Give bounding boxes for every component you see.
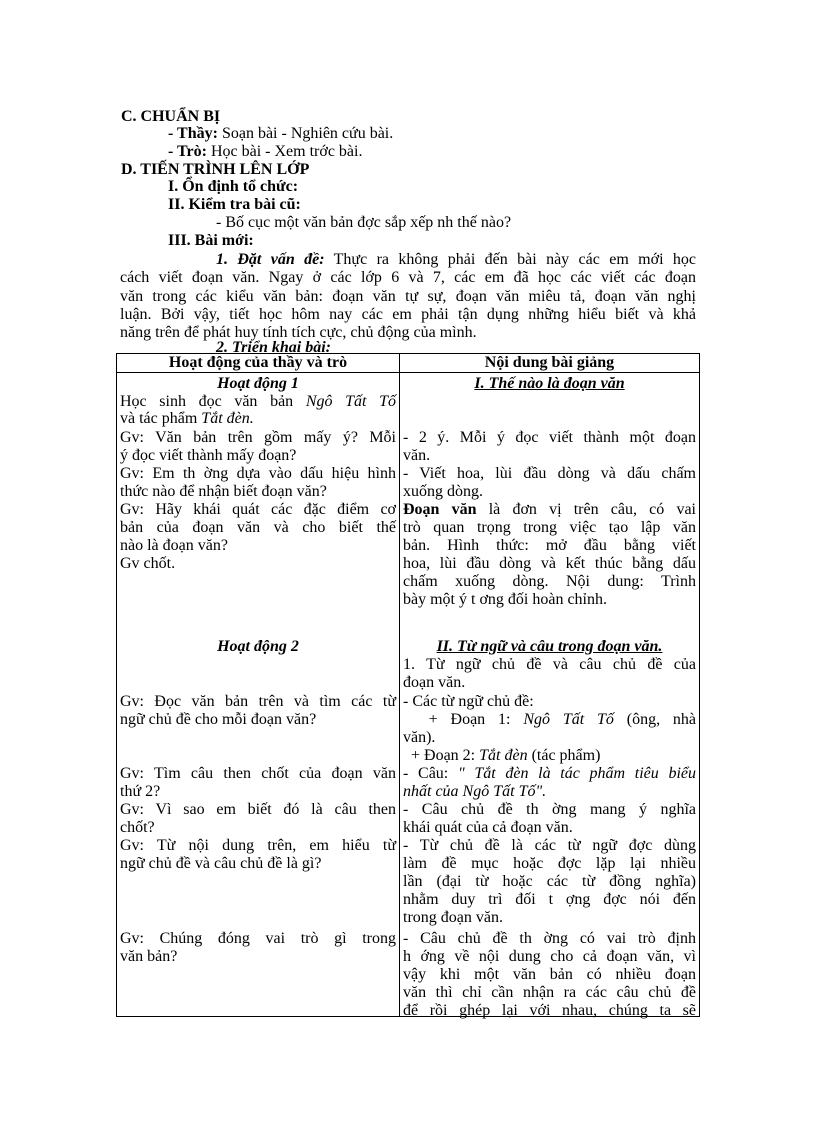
right-line: để rồi ghép lại với nhau, chúng ta sẽ	[403, 1001, 696, 1019]
header-content: Nội dung bài giảng	[400, 354, 700, 373]
right-text: là đơn vị trên câu, có vai	[476, 500, 696, 518]
left-line: Gv: Từ nội dung trên, em hiểu từ	[120, 836, 396, 854]
prep-teacher-text: Soạn bài - Nghiên cứu bài.	[217, 125, 394, 142]
right-line: trò quan trọng trong việc tạo lập văn	[403, 518, 696, 536]
left-line: Gv: Em th ờng dựa vào dấu hiệu hình	[120, 464, 396, 482]
prep-teacher	[168, 125, 393, 143]
section-c-heading: C. CHUẨN BỊ	[121, 108, 221, 125]
right-line: văn.	[403, 446, 431, 464]
intro-line-2: cách viết đoạn văn. Ngay ở các lớp 6 và 7, các em đã học các viết các đoạn	[120, 269, 696, 286]
right-text-italic: Tắt đèn	[479, 746, 528, 764]
right-line	[403, 501, 696, 519]
right-text: (ông, nhà	[613, 710, 697, 728]
left-line	[120, 393, 396, 411]
right-text: (tác phẩm)	[527, 746, 601, 764]
prep-student-label: - Trò:	[168, 143, 207, 160]
right-line: văn).	[403, 728, 436, 746]
table-header-row	[117, 354, 700, 373]
left-line: nào là đoạn văn?	[120, 536, 228, 554]
left-line: Gv: Chúng đóng vai trò gì trong	[120, 929, 396, 947]
right-line: - Câu chủ đề th ờng mang ý nghĩa	[403, 800, 696, 818]
activity-2-title: Hoạt động 2	[217, 637, 299, 655]
right-line	[403, 747, 696, 765]
term-bold: Đoạn văn	[403, 500, 477, 518]
right-line: đoạn văn.	[403, 673, 466, 691]
step-1-heading: I. Ổn định tổ chức:	[168, 178, 299, 195]
right-line: văn thì chỉ cần nhận ra các câu chủ đề	[403, 983, 696, 1001]
heading-text: II. Từ ngữ và câu trong đoạn văn.	[436, 637, 663, 655]
lesson-table	[116, 353, 700, 1017]
heading-text: I. Thế nào là đoạn văn	[474, 374, 625, 392]
left-line: bản của đoạn văn và cho biết thế	[120, 518, 396, 536]
prep-student	[168, 143, 362, 161]
review-question: - Bố cục một văn bản đợc sắp xếp nh thế nào?	[216, 214, 512, 231]
left-text-italic: Ngô Tất Tố	[305, 392, 396, 410]
right-text-italic: " Tắt đèn là tác phẩm tiêu biểu	[457, 764, 697, 782]
left-line: Gv: Tìm câu then chốt của đoạn văn	[120, 764, 396, 782]
intro-line-3: văn trong các kiểu văn bản: đoạn văn tự sự, đoạn văn miêu tả, đoạn văn nghị	[120, 288, 696, 305]
table-body-row	[117, 372, 700, 1016]
deploy-heading: 2. Triển khai bài:	[216, 339, 331, 356]
right-line: khái quát của cả đoạn văn.	[403, 818, 573, 836]
right-line: trong đoạn văn.	[403, 908, 503, 926]
intro-line-5: năng trên để phát huy tính tích cực, chủ động của mình.	[120, 324, 477, 341]
step-2-heading: II. Kiểm tra bài cũ:	[168, 196, 301, 213]
step-3-heading: III. Bài mới:	[168, 232, 254, 249]
right-line: chấm xuống dòng. Nội dung: Trình	[403, 572, 696, 590]
heading-what-is-paragraph	[403, 375, 696, 393]
left-line: Gv: Vì sao em biết đó là câu then	[120, 800, 396, 818]
left-line: Gv: Văn bản trên gồm mấy ý? Mỗi	[120, 428, 396, 446]
left-line: thứ 2?	[120, 782, 161, 800]
right-line: 1. Từ ngữ chủ đề và câu chủ đề của	[403, 655, 696, 673]
right-line: lần (đại từ hoặc các từ đồng nghĩa)	[403, 872, 696, 890]
left-text: và tác phẩm	[120, 409, 202, 427]
right-line: xuống dòng.	[403, 482, 483, 500]
right-line	[403, 765, 696, 783]
left-line: ngữ chủ đề và câu chủ đề là gì?	[120, 854, 322, 872]
right-line	[403, 711, 696, 729]
intro-line-4: luận. Bởi vậy, tiết học hôm nay các em phải tận dụng những hiểu biết và khả	[120, 306, 696, 323]
left-line: Gv chốt.	[120, 554, 176, 572]
right-line: bày một ý t ơng đối hoàn chỉnh.	[403, 590, 607, 608]
prep-teacher-label: - Thầy:	[168, 125, 218, 142]
activity-1-title: Hoạt động 1	[217, 374, 299, 392]
heading-words-sentences	[403, 638, 696, 656]
left-line: ý đọc viết thành mấy đoạn?	[120, 446, 297, 464]
intro-line-1	[216, 250, 696, 269]
right-line: bản. Hình thức: mở đầu bằng viết	[403, 536, 696, 554]
right-line: - Các từ ngữ chủ đề:	[403, 692, 534, 710]
content-cell	[400, 372, 700, 1019]
intro-label: 1. Đặt vấn đề:	[216, 251, 325, 268]
left-text: Học sinh đọc văn bản	[120, 392, 306, 410]
left-line: văn bản?	[120, 947, 178, 965]
right-line: làm đề mục hoặc đợc lặp lại nhiều	[403, 854, 696, 872]
right-line: h ớng về nội dung cho cả đoạn văn, vì	[403, 947, 696, 965]
right-line: nhằm duy trì đối t ợng đợc nói đến	[403, 890, 696, 908]
right-line: nhất của Ngô Tất Tố".	[403, 782, 547, 800]
right-line: - Từ chủ đề là các từ ngữ đợc dùng	[403, 836, 696, 854]
right-text: - Câu:	[403, 764, 458, 782]
right-line: - 2 ý. Mỗi ý đọc viết thành một đoạn	[403, 428, 696, 446]
right-line: - Viết hoa, lùi đầu dòng và dấu chấm	[403, 464, 696, 482]
activities-cell	[117, 372, 400, 1016]
left-text-italic: Tắt đèn.	[201, 409, 254, 427]
left-line	[120, 410, 396, 428]
right-line: - Câu chủ đề th ờng có vai trò định	[403, 929, 696, 947]
header-activities: Hoạt động của thầy và trò	[117, 354, 400, 373]
left-line: Gv: Hãy khái quát các đặc điểm cơ	[120, 500, 396, 518]
right-line: vậy khi một văn bản có nhiều đoạn	[403, 965, 696, 983]
right-text: + Đoạn 1:	[403, 710, 524, 728]
intro-line-1-text: Thực ra không phải đến bài này các em mới học	[324, 251, 696, 268]
left-line: thức nào để nhận biết đoạn văn?	[120, 482, 327, 500]
prep-student-text: Học bài - Xem trớc bài.	[206, 143, 363, 160]
right-text: + Đoạn 2:	[403, 746, 480, 764]
section-d-heading: D. TIẾN TRÌNH LÊN LỚP	[121, 161, 310, 178]
right-text-italic: Ngô Tất Tố	[523, 710, 614, 728]
left-line: ngữ chủ đề cho mỗi đoạn văn?	[120, 710, 317, 728]
left-line: chốt?	[120, 818, 155, 836]
right-line: hoa, lùi đầu dòng và kết thúc bằng dấu	[403, 554, 696, 572]
left-line: Gv: Đọc văn bản trên và tìm các từ	[120, 692, 396, 710]
